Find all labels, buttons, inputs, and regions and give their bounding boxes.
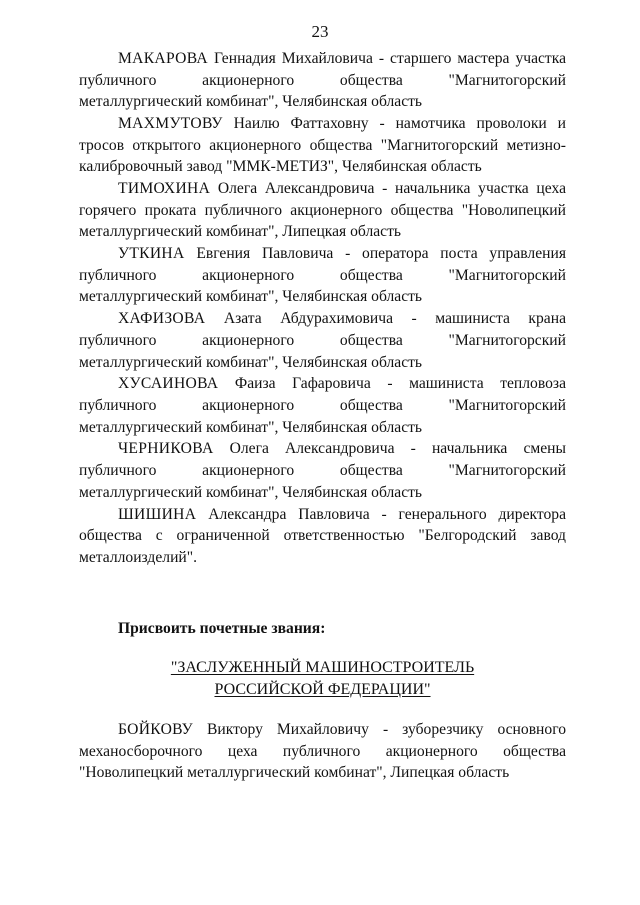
honorary-title-text: "ЗАСЛУЖЕННЫЙ МАШИНОСТРОИТЕЛЬ bbox=[170, 659, 475, 676]
recipient-details: Наилю Фаттаховну - намотчика проволоки и тросов открытого акционерного общества "Магнитогорский метизно-калибровочный завод "ММК-МЕТИЗ", Челябинская область bbox=[79, 115, 566, 176]
award-entry bbox=[79, 438, 566, 503]
recipient-surname: ТИМОХИНА bbox=[118, 180, 211, 198]
recipient-details: Александра Павловича - генерального директора общества с ограниченной ответственностью "Белгородский завод металлоизделий". bbox=[79, 505, 566, 566]
recipient-details: Олега Александровича - начальника смены публичного акционерного общества "Магнитогорский металлургический комбинат", Челябинская область bbox=[79, 440, 566, 501]
recipient-surname: ЧЕРНИКОВА bbox=[118, 440, 214, 458]
recipient-details: Фаиза Гафаровича - машиниста тепловоза публичного акционерного общества "Магнитогорский металлургический комбинат", Челябинская область bbox=[79, 375, 566, 436]
recipient-surname: ШИШИНА bbox=[118, 505, 197, 523]
award-entry bbox=[79, 373, 566, 438]
recipient-details: Олега Александровича - начальника участка цеха горячего проката публичного акционерного общества "Новолипецкий металлургический комбинат", Липецкая область bbox=[79, 180, 567, 241]
recipient-surname: МАКАРОВА bbox=[118, 50, 208, 67]
award-section-heading: Присвоить почетные звания: bbox=[118, 620, 326, 637]
award-entry bbox=[79, 243, 566, 308]
recipient-surname: БОЙКОВУ bbox=[118, 721, 193, 738]
recipient-surname: УТКИНА bbox=[118, 245, 185, 263]
honorary-title-text: РОССИЙСКОЙ ФЕДЕРАЦИИ" bbox=[214, 680, 431, 698]
award-entry bbox=[79, 719, 566, 784]
award-entry bbox=[79, 113, 566, 178]
honorary-title-line bbox=[79, 679, 566, 701]
page-number: 23 bbox=[311, 22, 329, 41]
honorary-title-line bbox=[79, 657, 566, 679]
award-entry bbox=[79, 178, 566, 243]
award-entry bbox=[79, 504, 566, 569]
award-entry bbox=[79, 308, 566, 373]
recipient-surname: ХУСАИНОВА bbox=[118, 375, 219, 393]
document-body bbox=[79, 48, 567, 782]
recipient-details: Евгения Павловича - оператора поста управления публичного акционерного общества "Магнитогорский металлургический комбинат", Челябинская область bbox=[79, 245, 566, 306]
recipient-surname: ХАФИЗОВА bbox=[118, 310, 206, 328]
award-entry bbox=[79, 48, 566, 113]
recipient-details: Азата Абдурахимовича - машиниста крана публичного акционерного общества "Магнитогорский металлургический комбинат", Челябинская область bbox=[79, 310, 566, 371]
honorary-title-recipients bbox=[79, 719, 566, 784]
honorary-title bbox=[79, 657, 566, 700]
recipient-details: Виктору Михайловичу - зуборезчику основного механосборочного цеха публичного акционерного общества "Новолипецкий металлургический комбинат", Липецкая область bbox=[79, 721, 567, 782]
recipient-details: Геннадия Михайловича - старшего мастера участка публичного акционерного общества "Магнитогорский металлургический комбинат", Челябинская область bbox=[79, 50, 566, 111]
recipient-surname: МАХМУТОВУ bbox=[118, 115, 223, 133]
